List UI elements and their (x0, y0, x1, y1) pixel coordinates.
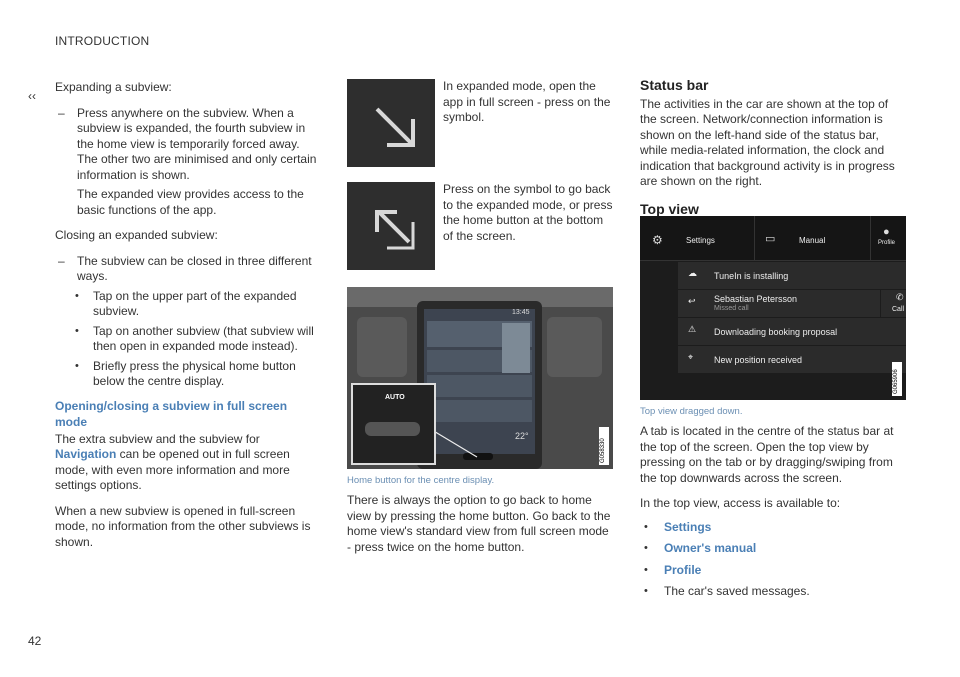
centre-display-photo (347, 287, 613, 469)
status-bar-title: Status bar (640, 77, 709, 93)
access-item-text: The car's saved messages. (664, 584, 810, 598)
home-button-paragraph: There is always the option to go back to home view by pressing the home button. Go back to the home view's standard view from full screen mode - press twice on the home button. (347, 493, 611, 554)
notification-title: New position received (714, 355, 803, 365)
divider (754, 216, 755, 260)
photo-caption: Home button for the centre display. (347, 475, 495, 486)
call-button[interactable]: Call (892, 306, 905, 313)
collapse-symbol-image (347, 182, 435, 270)
display-time: 13:45 (512, 309, 530, 316)
notification-row[interactable] (678, 290, 906, 318)
bullet-item: • Tap on another subview (that subview will then open in expanded mode instead). (75, 323, 314, 353)
dash-text: Press anywhere on the subview. When a subview is expanded, the fourth subview in the home view is temporarily forced away. The other two are minimised and only certain information is shown. (77, 105, 317, 182)
access-item: • Owner's manual (644, 541, 757, 555)
warning-icon: ⚠ (688, 324, 697, 334)
navigation-link[interactable]: Navigation (55, 447, 117, 461)
column-right (640, 78, 908, 220)
paragraph: When a new subview is opened in full-screen mode, no information from the other subviews is shown. (55, 503, 311, 549)
notification-row[interactable] (678, 346, 906, 374)
expand-symbol-image (347, 79, 435, 167)
display-temperature: 22° (515, 431, 529, 441)
settings-button[interactable]: Settings (686, 236, 715, 245)
status-bar-paragraph: The activities in the car are shown at the top of the screen. Network/connection information is shown on the left-hand side of the status bar, while media-related information, the clock and indication that background activity is in progress are shown on the right. (640, 96, 895, 188)
notification-row[interactable] (678, 262, 906, 290)
top-view-screen (640, 216, 906, 400)
figure-code-box (599, 427, 609, 465)
figure-code: G058330 (600, 438, 606, 463)
notification-title: Downloading booking proposal (714, 327, 838, 337)
access-intro: In the top view, access is available to: (640, 496, 841, 510)
divider (870, 216, 871, 260)
profile-icon[interactable]: ● (883, 226, 890, 238)
figure-code-box (892, 362, 902, 396)
access-item: • Settings (644, 519, 712, 534)
manual-button[interactable]: Manual (799, 236, 826, 245)
access-item: • The car's saved messages. (644, 584, 810, 598)
paragraph-text: can be opened out in full screen mode, with even more information and more settings options. (55, 447, 290, 492)
bullet-text: Tap on another subview (that subview will then open in expanded mode instead). (93, 323, 314, 353)
page-number: 42 (28, 634, 42, 648)
closing-intro: Closing an expanded subview: (55, 228, 218, 242)
dash-item: – The subview can be closed in three different ways. (58, 253, 312, 283)
dash-note: The expanded view provides access to the basic functions of the app. (77, 187, 304, 217)
arrow-down-right-icon (347, 79, 435, 167)
collapse-text: Press on the symbol to go back to the expanded mode, or press the home button at the bottom of the screen. (443, 182, 613, 243)
top-view-title: Top view (640, 200, 699, 217)
dash-item: – Press anywhere on the subview. When a subview is expanded, the fourth subview in the home view is temporarily forced away. The other two are minimised and only certain information is shown. (58, 105, 317, 182)
profile-link[interactable]: Profile (664, 562, 702, 577)
arrow-up-left-icon (347, 182, 435, 270)
bullet-item: • Tap on the upper part of the expanded subview. (75, 288, 297, 318)
section-title: INTRODUCTION (55, 34, 150, 48)
notification-title: Sebastian Petersson (714, 294, 798, 304)
profile-button[interactable]: Profile (878, 240, 896, 246)
back-chevron-icon[interactable]: ‹‹ (28, 89, 36, 103)
centre-console-illustration (347, 287, 613, 469)
top-view-paragraph: A tab is located in the centre of the status bar at the top of the screen. Open the top view by pressing on the tab or by dragging/swiping from the top downwards across the screen. (640, 424, 894, 485)
access-item: • Profile (644, 562, 702, 577)
crosshair-icon: ⌖ (688, 352, 694, 362)
top-view-body (640, 424, 908, 606)
notification-row[interactable] (678, 318, 906, 346)
notification-title: TuneIn is installing (714, 271, 789, 281)
divider (880, 290, 881, 317)
dash-text: The subview can be closed in three different ways. (77, 253, 312, 283)
expanding-intro: Expanding a subview: (55, 80, 172, 94)
paragraph-text: The extra subview and the subview for (55, 431, 260, 446)
bullet-item: • Briefly press the physical home button below the centre display. (75, 358, 296, 388)
missed-call-icon: ↩ (688, 296, 696, 306)
figure-code: G065906 (893, 369, 899, 394)
bullet-text: Briefly press the physical home button below the centre display. (93, 358, 296, 388)
notification-subtitle: Missed call (714, 305, 749, 312)
owners-manual-link[interactable]: Owner's manual (664, 541, 757, 555)
bullet-text: Tap on the upper part of the expanded subview. (93, 288, 297, 318)
section-heading: Opening/closing a subview in full screen mode (55, 398, 288, 429)
phone-icon: ✆ (896, 292, 904, 302)
auto-label: AUTO (385, 394, 405, 401)
top-view-caption: Top view dragged down. (640, 406, 743, 417)
expand-text: In expanded mode, open the app in full screen - press on the symbol. (443, 79, 611, 124)
cloud-download-icon: ☁ (688, 268, 697, 278)
paragraph (55, 432, 320, 494)
book-icon[interactable]: ▭ (765, 233, 776, 245)
gear-icon[interactable]: ⚙ (652, 233, 663, 247)
column-left (55, 80, 320, 560)
settings-link[interactable]: Settings (664, 519, 712, 534)
